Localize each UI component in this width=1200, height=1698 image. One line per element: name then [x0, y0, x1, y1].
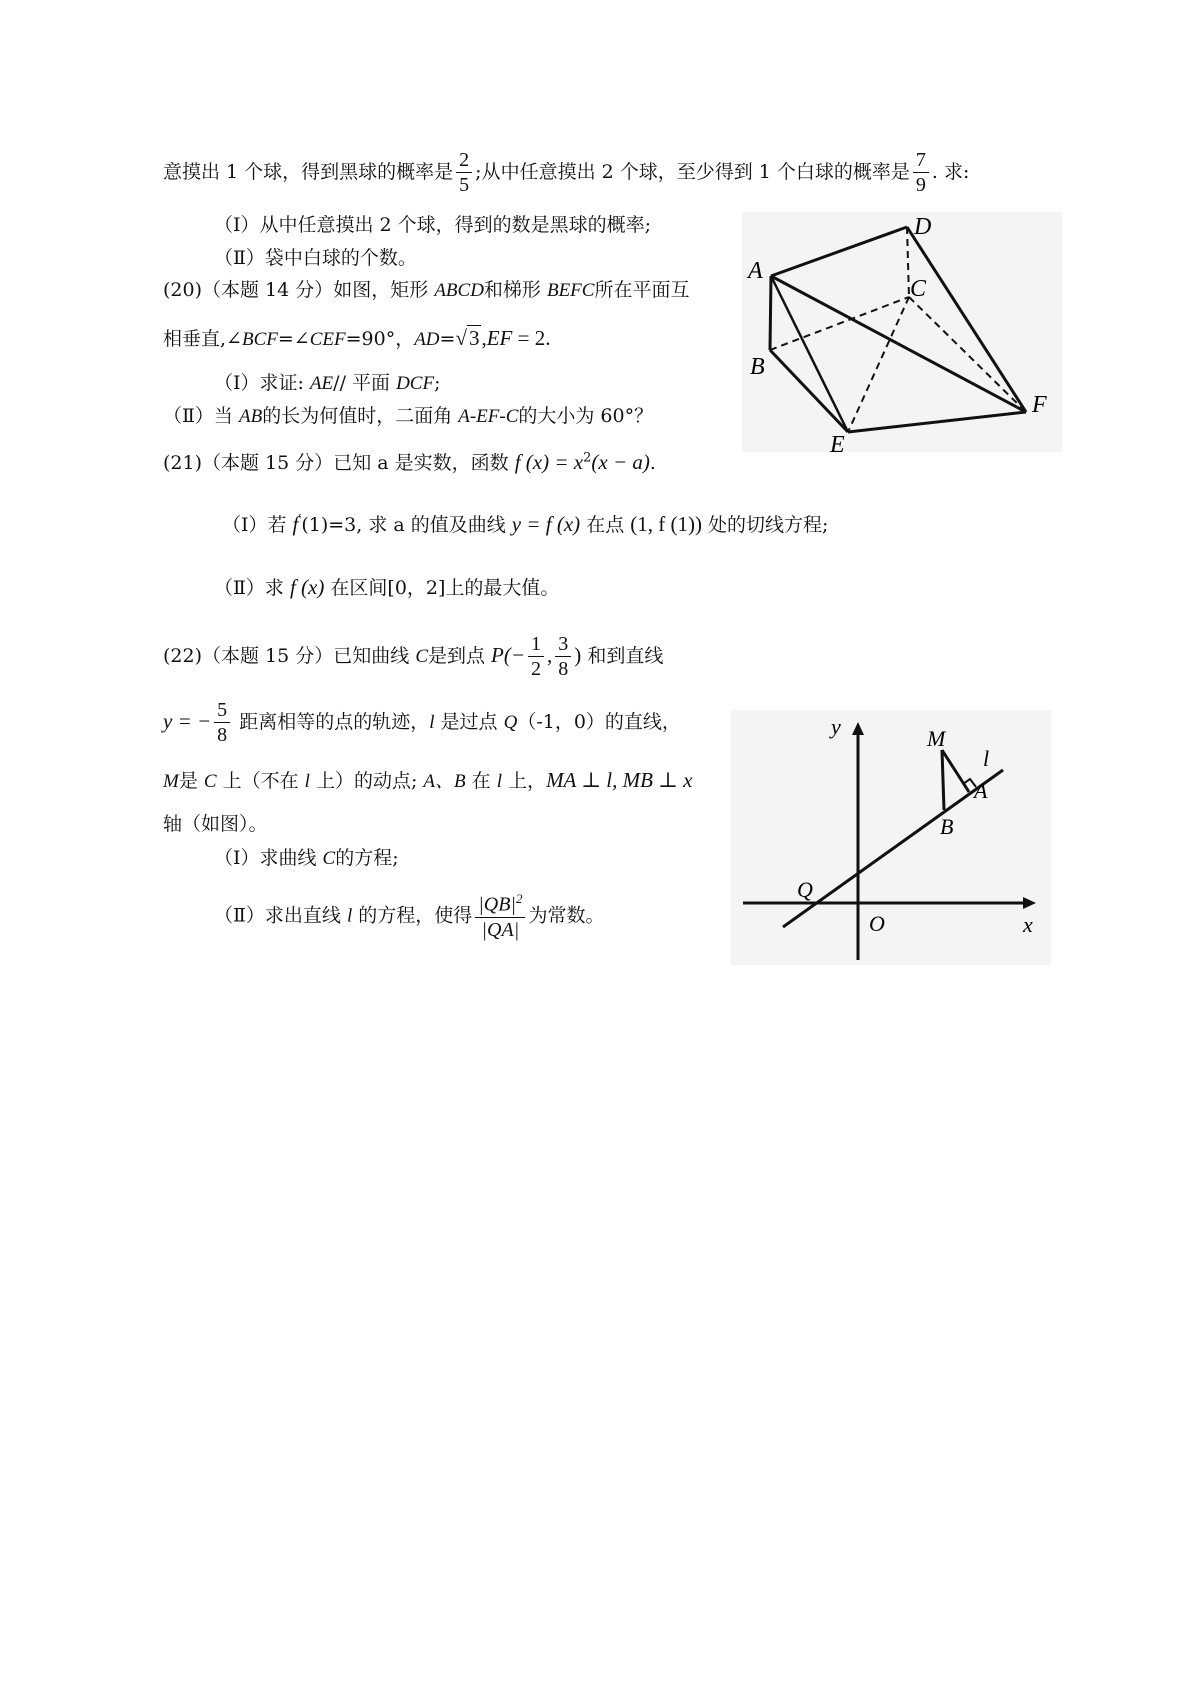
- prob20-question-2: （Ⅱ）当 AB的长为何值时，二面角 A-EF-C的大小为 60°？: [163, 405, 654, 427]
- prob20-solid-figure: [742, 212, 1062, 452]
- label-D: D: [914, 214, 932, 240]
- label-O: O: [869, 911, 885, 936]
- fraction-qb-qa: $\frac{|QB|^2}{|QA|}$: [475, 892, 525, 941]
- prob22-question-1: （Ⅰ）求曲线 C的方程;: [214, 847, 399, 869]
- prob22-question-2: （Ⅱ）求出直线 l 的方程，使得 $\frac{|QB|^2}{|QA|}$ 为常数。: [214, 891, 605, 941]
- prob20-line1: (20)（本题 14 分）如图，矩形 ABCD和梯形 BEFC所在平面互: [163, 279, 690, 301]
- label-C: C: [910, 276, 927, 302]
- prob19-line1: 意摸出 1 个球，得到黑球的概率是 $\frac{2}{5}$ ;从中任意摸出 2 个球，至少得到 1 个白球的概率是 $\frac{7}{9}$ . 求:: [163, 149, 970, 196]
- label-x: x: [1023, 912, 1033, 937]
- prob19-text: 意摸出 1 个球，得到黑球的概率是: [163, 161, 454, 183]
- prob22-line1: (22)（本题 15 分）已知曲线 C是到点 P(− $\frac{1}{2}$ , $\frac{3}{8}$ ) 和到直线: [163, 633, 664, 680]
- edge-AB: [770, 276, 771, 350]
- prob22-line2: y = − $\frac{5}{8}$ 距离相等的点的轨迹，l 是过点 Q（-1，0）的直线，: [163, 699, 681, 746]
- label-B: B: [750, 354, 765, 380]
- prob20-line2: 相垂直,∠BCF=∠CEF=90°，AD=√3,EF = 2.: [163, 326, 551, 350]
- prob19-question-2: （Ⅱ）袋中白球的个数。: [214, 247, 417, 269]
- label-y: y: [831, 714, 841, 739]
- fraction-3-8: $\frac{3}{8}$: [555, 634, 571, 680]
- label-l: l: [983, 746, 990, 771]
- sqrt-3: √3: [455, 326, 480, 350]
- fraction-2-5: $\frac{2}{5}$: [456, 150, 472, 196]
- prob20-question-1: （Ⅰ）求证: AE// 平面 DCF;: [214, 372, 441, 394]
- figure-background: [731, 710, 1051, 965]
- prob19-question-1: （Ⅰ）从中任意摸出 2 个球，得到的数是黑球的概率;: [214, 214, 652, 236]
- prob22-line4: 轴（如图）。: [163, 813, 268, 835]
- label-F: F: [1032, 392, 1047, 418]
- label-A: A: [748, 258, 763, 284]
- fraction-7-9: $\frac{7}{9}$: [913, 150, 929, 196]
- prob22-coordinate-figure: [731, 710, 1051, 965]
- prob21-question-1: （Ⅰ）若 f′(1)=3, 求 a 的值及曲线 y = f (x) 在点 (1, f (1)) 处的切线方程;: [222, 512, 829, 536]
- label-B: B: [940, 814, 954, 839]
- figure-background: [742, 212, 1062, 452]
- label-M: M: [927, 726, 946, 751]
- label-Q: Q: [797, 877, 813, 902]
- label-E: E: [830, 432, 845, 452]
- fraction-5-8: $\frac{5}{8}$: [214, 700, 230, 746]
- prob22-line3: M是 C 上（不在 l 上）的动点; A、B 在 l 上，MA ⊥ l, MB ⊥ x: [163, 768, 693, 792]
- fraction-1-2: $\frac{1}{2}$: [528, 634, 544, 680]
- segment-MB: [942, 750, 944, 810]
- prob21-question-2: （Ⅱ）求 f (x) 在区间[0，2]上的最大值。: [214, 575, 560, 599]
- prob21-line1: (21)（本题 15 分）已知 a 是实数，函数 f $(x) = x^2(x - a)$.: [163, 450, 656, 474]
- label-A: A: [974, 778, 988, 803]
